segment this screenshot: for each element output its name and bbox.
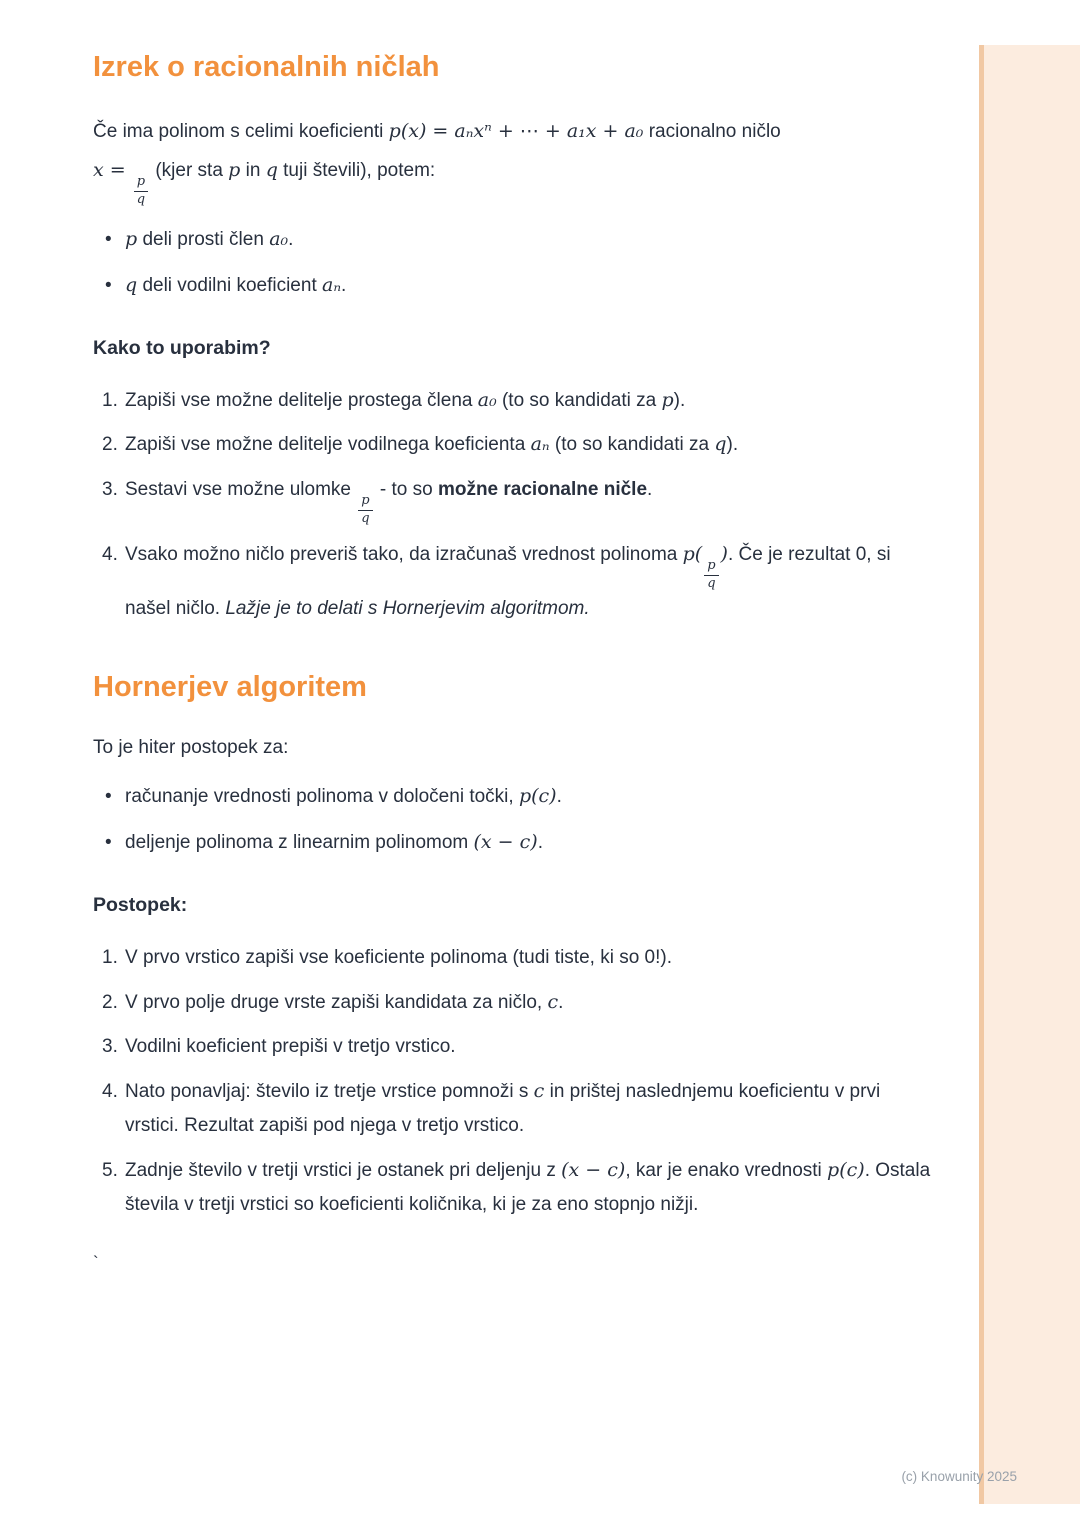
math-inline: p( — [682, 543, 703, 566]
math-inline: p — [125, 227, 138, 250]
section-title-rational-zeros: Izrek o racionalnih ničlah — [93, 51, 440, 83]
intro-paragraph — [93, 112, 938, 208]
text-segment: Zapiši vse možne delitelje prostega člena — [125, 389, 478, 411]
math-inline: p(x) = aₙxⁿ + ⋯ + a₁x + a₀ — [388, 119, 644, 142]
text-segment: V prvo polje druge vrste zapiši kandidata za ničlo, — [125, 991, 548, 1013]
math-inline: a₀ — [269, 227, 289, 250]
fraction — [704, 559, 718, 592]
bullet-marker: • — [105, 785, 112, 807]
list-item — [93, 473, 938, 527]
list-marker: 3. — [102, 1036, 118, 1058]
list-text — [125, 384, 938, 418]
list-marker: 1. — [102, 389, 118, 411]
text-segment: . — [556, 785, 562, 807]
list-text — [125, 538, 938, 626]
math-inline: aₙ — [530, 433, 550, 456]
list-item — [93, 225, 938, 254]
text-segment: računanje vrednosti polinoma v določeni točki, — [125, 785, 519, 807]
math-inline: (x − c) — [561, 1158, 626, 1181]
math-inline: q — [125, 274, 138, 297]
document-content — [93, 50, 938, 1273]
italic-text-segment: Lažje je to delati s Hornerjevim algoritmom. — [225, 597, 590, 619]
text-segment: ). — [726, 434, 739, 456]
math-inline: q — [265, 158, 278, 181]
list-text — [125, 782, 562, 811]
text-segment: , kar je enako vrednosti — [625, 1159, 828, 1181]
list-item — [93, 986, 938, 1020]
fraction-denominator: q — [136, 191, 146, 207]
bullet-marker: • — [105, 228, 112, 250]
text-segment: (to so kandidati za — [549, 434, 715, 456]
text-segment: . — [341, 275, 347, 297]
list-text — [125, 828, 543, 857]
text-segment: . Če je rezultat 0, si našel ničlo. — [125, 544, 891, 619]
list-text — [125, 428, 938, 462]
fraction-numerator: p — [134, 175, 148, 192]
lead-paragraph: To je hiter postopek za: — [93, 736, 289, 758]
list-marker: 2. — [102, 434, 118, 456]
footer-credit: (c) Knowunity 2025 — [901, 1469, 1017, 1484]
subheading-procedure: Postopek: — [93, 893, 188, 916]
text-segment: Vsako možno ničlo preveriš tako, da izračunaš vrednost polinoma — [125, 544, 683, 566]
text-segment: racionalno ničlo — [643, 120, 781, 142]
list-item — [93, 941, 938, 975]
list-marker: 4. — [102, 1081, 118, 1103]
fraction — [134, 175, 148, 208]
bullet-marker: • — [105, 275, 112, 297]
text-segment: in — [240, 159, 266, 181]
list-marker: 2. — [102, 991, 118, 1013]
list-marker: 4. — [102, 544, 118, 566]
list-item — [93, 1030, 938, 1064]
fraction-numerator: p — [358, 494, 372, 511]
text-segment: V prvo vrstico zapiši vse koeficiente polinoma (tudi tiste, ki so 0!). — [125, 946, 673, 968]
math-inline: c — [533, 1080, 545, 1103]
list-text — [125, 1075, 938, 1143]
numbered-list — [93, 384, 938, 626]
bullet-list — [93, 782, 938, 858]
math-inline: p(c) — [518, 784, 557, 807]
math-inline: x = — [93, 158, 132, 181]
text-segment: (kjer sta — [150, 159, 229, 181]
numbered-list — [93, 941, 938, 1222]
math-inline: p — [661, 388, 674, 411]
text-segment: Vodilni koeficient prepiši v tretjo vrstico. — [125, 1036, 456, 1058]
list-item — [93, 384, 938, 418]
fraction-denominator: q — [361, 511, 370, 527]
bullet-marker: • — [105, 832, 112, 854]
list-text — [125, 225, 293, 254]
list-marker: 1. — [102, 946, 118, 968]
text-segment: . — [288, 228, 294, 250]
text-segment: . — [558, 991, 564, 1013]
list-item — [93, 271, 938, 300]
text-segment: . Ostala števila v tretji vrstici so koeficienti količnika, ki je za eno stopnjo nižji. — [125, 1159, 931, 1215]
math-inline: (x − c) — [473, 831, 538, 854]
fraction — [358, 494, 372, 527]
text-segment: Sestavi vse možne ulomke — [125, 479, 357, 501]
list-text — [125, 941, 938, 975]
list-text — [125, 271, 346, 300]
list-item — [93, 1075, 938, 1143]
text-segment: . — [647, 479, 653, 501]
list-text — [125, 1154, 938, 1222]
list-marker: 3. — [102, 479, 118, 501]
bold-text-segment: možne racionalne ničle — [437, 479, 648, 501]
fraction-numerator: p — [704, 559, 718, 576]
stray-backtick: ` — [93, 1253, 99, 1273]
text-segment: deli prosti člen — [137, 228, 270, 250]
text-segment: deli vodilni koeficient — [137, 275, 322, 297]
list-item — [93, 1154, 938, 1222]
text-segment: Zapiši vse možne delitelje vodilnega koeficienta — [125, 434, 531, 456]
text-segment: Nato ponavljaj: število iz tretje vrstice pomnoži s — [125, 1081, 534, 1103]
list-text — [125, 473, 938, 527]
list-item — [93, 828, 938, 857]
text-segment: - to so — [374, 479, 438, 501]
list-item — [93, 782, 938, 811]
fraction-denominator: q — [707, 575, 716, 591]
math-inline: p — [228, 158, 241, 181]
list-item — [93, 428, 938, 462]
math-inline: p(c) — [827, 1158, 865, 1181]
text-segment: Če ima polinom s celimi koeficienti — [93, 120, 389, 142]
right-margin-stripe — [979, 45, 1080, 1504]
list-text — [125, 986, 938, 1020]
text-segment: (to so kandidati za — [496, 389, 662, 411]
math-inline: aₙ — [322, 274, 342, 297]
text-segment: Zadnje število v tretji vrstici je ostanek pri deljenju z — [125, 1159, 562, 1181]
list-marker: 5. — [102, 1159, 118, 1181]
text-segment: ). — [673, 389, 686, 411]
list-text — [125, 1030, 938, 1064]
math-inline: a₀ — [477, 388, 497, 411]
math-inline: q — [714, 433, 727, 456]
section-title-horner: Hornerjev algoritem — [93, 670, 367, 703]
text-segment: . — [537, 832, 543, 854]
list-item — [93, 538, 938, 626]
subheading-how-to-use: Kako to uporabim? — [93, 336, 271, 359]
math-inline: ) — [720, 543, 728, 566]
bullet-list — [93, 225, 938, 301]
text-segment: deljenje polinoma z linearnim polinomom — [125, 832, 474, 854]
text-segment: tuji števili), potem: — [277, 159, 436, 181]
text-segment: in prištej naslednjemu koeficientu v prvi vrstici. Rezultat zapiši pod njega v tretjo vrstico. — [125, 1081, 881, 1137]
math-inline: c — [547, 990, 559, 1013]
